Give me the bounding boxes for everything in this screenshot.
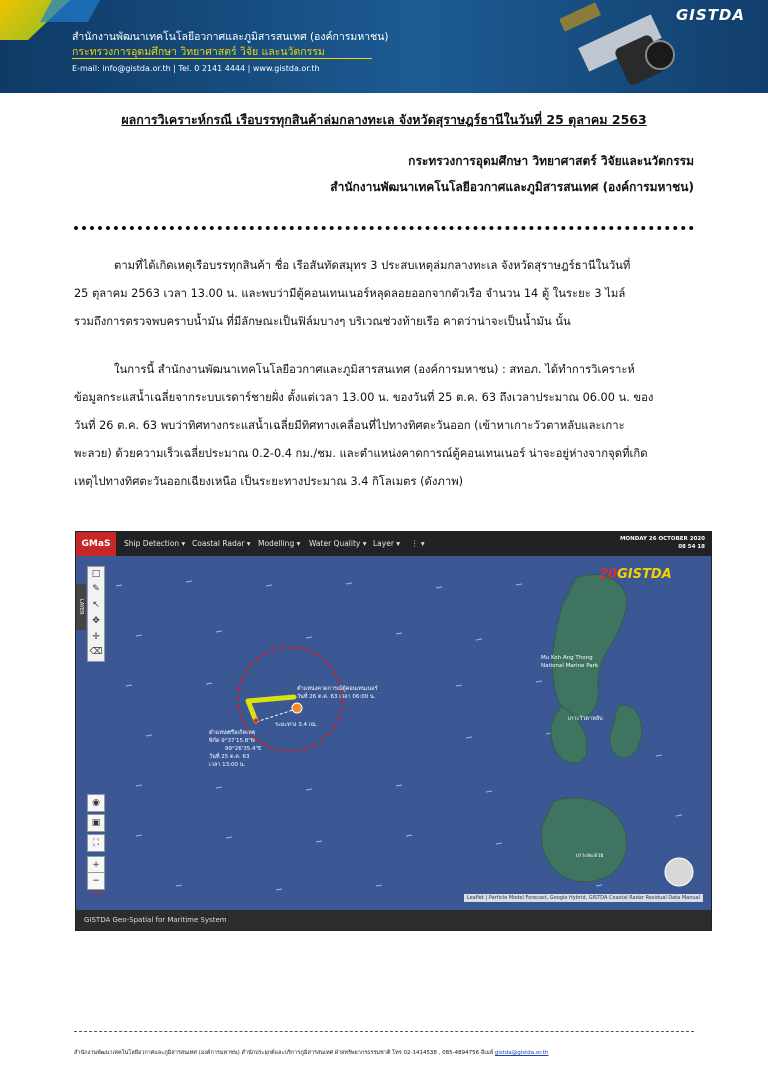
incident-lon: 99°26'35.4"E [225, 746, 262, 752]
paragraph-1 [74, 252, 694, 336]
paragraph-line: ในการนี้ สำนักงานพัฒนาเทคโนโลยีอวกาศและภูมิสารสนเทศ (องค์การมหาชน) : สทอภ. ได้ทำการวิเคราะห์ [114, 363, 635, 376]
date-readout: MONDAY 26 OCTOBER 2020 [619, 536, 705, 542]
menu-more[interactable]: ⋮ ▾ [411, 539, 425, 548]
document-title: ผลการวิเคราะห์กรณี เรือบรรทุกสินค้าล่มกลางทะเล จังหวัดสุราษฎร์ธานีในวันที่ 25 ตุลาคม 2563 [121, 112, 647, 127]
locate-icon[interactable]: ◉ [87, 794, 105, 812]
zoom-out-button[interactable]: − [87, 872, 105, 890]
frame-icon[interactable]: ▣ [87, 814, 105, 832]
footer-rule [74, 1031, 694, 1032]
map-attribution: Leaflet | Particle Model Forecast, Google Hybrid, GISTDA Coastal Radar Residual Data Manual [464, 894, 703, 902]
crosshair-icon[interactable]: ✛ [92, 632, 100, 642]
paragraph-line: พะลวย) ด้วยความเร็วเฉลี่ยประมาณ 0.2-0.4 กม./ชม. และตำแหน่งคาดการณ์ตู้คอนเทนเนอร์ น่าจะอยู่ห่างจากจุดที่เกิด [74, 447, 648, 460]
predicted-position-label [297, 685, 378, 701]
incident-time: เวลา 13:00 น. [209, 762, 246, 768]
distance-label: ระยะทาง 3.4 กม. [275, 722, 318, 728]
eraser-icon[interactable]: ⌫ [89, 647, 103, 657]
date-time-readout [620, 535, 705, 551]
incident-lat: พิกัด 9°37'15.8"N [209, 738, 255, 744]
paragraph-line: ตามที่ได้เกิดเหตุเรือบรรทุกสินค้า ชื่อ เรือสันทัดสมุทร 3 ประสบเหตุล่มกลางทะเล จังหวัดสุราษฎร์ธานีในวันที่ [114, 259, 631, 272]
incident-label-line: ตำแหน่งเรือเกิดเหตุ [209, 730, 256, 736]
menu-modelling[interactable]: Modelling ▾ [258, 539, 301, 548]
menu-layer[interactable]: Layer ▾ [373, 539, 401, 548]
svg-text:★: ★ [251, 716, 261, 727]
paragraph-line: 25 ตุลาคม 2563 เวลา 13.00 น. และพบว่ามีตู้คอนเทนเนอร์หลุดลอยออกจากตัวเรือ จำนวน 14 ตู้ ในระยะ 3 ไมล์ [74, 287, 626, 300]
layer-tab[interactable]: LAYER [76, 584, 86, 630]
fullscreen-icon[interactable]: ⛶ [87, 834, 105, 852]
ministry-name: กระทรวงการอุดมศึกษา วิทยาศาสตร์ วิจัยและนวัตกรรม [408, 154, 694, 168]
header-banner [0, 0, 768, 93]
map-canvas[interactable] [76, 556, 711, 910]
paragraph-line: วันที่ 26 ต.ค. 63 พบว่าทิศทางกระแสน้ำเฉลี่ยมีทิศทางเคลื่อนที่ไปทางทิศตะวันออก (เข้าหาเกาะวัวตาหลับและเกาะ [74, 419, 625, 432]
menu-coastal-radar[interactable]: Coastal Radar ▾ [192, 539, 251, 548]
park-label-line: National Marine Park [541, 663, 599, 669]
incident-label [209, 729, 262, 769]
zoom-in-button[interactable]: + [87, 856, 105, 874]
paragraph-line: เหตุไปทางทิศตะวันออกเฉียงเหนือ เป็นระยะทางประมาณ 3.4 กิโลเมตร (ดังภาพ) [74, 475, 464, 488]
island-label-2: เกาะพะลวย [576, 853, 604, 859]
predicted-label-line: ตำแหน่งคาดการณ์ตู้คอนเทนเนอร์ [297, 686, 378, 692]
page-footer [74, 1049, 548, 1057]
park-label-line: Mu Koh Ang Thong [541, 655, 593, 661]
draw-line-icon[interactable]: ✎ [92, 584, 100, 594]
header-contact: E-mail: info@gistda.or.th | Tel. 0 2141 4444 | www.gistda.or.th [72, 64, 320, 73]
gistda-logo: GISTDA [676, 6, 745, 24]
paragraph-line: รวมถึงการตรวจพบคราบน้ำมัน ที่มีลักษณะเป็นฟิล์มบางๆ บริเวณช่วงท้ายเรือ คาดว่าน่าจะเป็นน้ำมัน นั้น [74, 315, 571, 328]
pointer-icon[interactable]: ↖ [92, 600, 100, 610]
gistda-map-logo: 20GISTDA [599, 567, 672, 582]
menu-ship-detection[interactable]: Ship Detection ▾ [124, 539, 186, 548]
footer-email[interactable]: gistda@gistda.or.th [494, 1050, 549, 1056]
header-ministry: กระทรวงการอุดมศึกษา วิทยาศาสตร์ วิจัย และนวัตกรรม [72, 46, 325, 58]
map-screenshot [75, 531, 712, 931]
park-label [541, 654, 598, 670]
select-box-icon[interactable]: □ [91, 569, 101, 579]
draw-toolbar [87, 566, 105, 662]
menu-water-quality[interactable]: Water Quality ▾ [309, 539, 367, 548]
header-org-name: สำนักงานพัฒนาเทคโนโลยีอวกาศและภูมิสารสนเทศ (องค์การมหาชน) [72, 31, 389, 43]
footer-text: สำนักงานพัฒนาเทคโนโลยีอวกาศและภูมิสารสนเทศ (องค์การมหาชน) สำนักประยุกต์และบริการภูมิสารสนเทศ ฝ่ายทรัพยากรธรรมชาติ โทร 02-1414538 , 085-4894756 อีเมล์ [74, 1050, 494, 1056]
paragraph-2 [74, 356, 694, 496]
gmas-brand[interactable]: GMaS [76, 532, 116, 556]
move-icon[interactable]: ✥ [92, 616, 100, 626]
map-footer: GISTDA Geo-Spatial for Maritime System [76, 910, 711, 930]
time-readout: 08 54 18 [678, 544, 705, 550]
header-rule [72, 58, 372, 59]
agency-name: สำนักงานพัฒนาเทคโนโลยีอวกาศและภูมิสารสนเทศ (องค์การมหาชน) [330, 180, 694, 194]
predicted-label-line: วันที่ 26 ต.ค. 63 เวลา 06:00 น. [297, 694, 376, 700]
island-label-1: เกาะวัวตาหลับ [568, 716, 603, 722]
paragraph-line: ข้อมูลกระแสน้ำเฉลี่ยจากระบบเรดาร์ชายฝั่ง ตั้งแต่เวลา 13.00 น. ของวันที่ 25 ต.ค. 63 ถึงเวลาประมาณ 06.00 น. ของ [74, 391, 654, 404]
incident-date: วันที่ 25 ต.ค. 63 [209, 754, 250, 760]
map-toolbar [76, 532, 711, 556]
dotted-divider [74, 226, 694, 230]
scale-bar: 3 km [90, 891, 104, 897]
